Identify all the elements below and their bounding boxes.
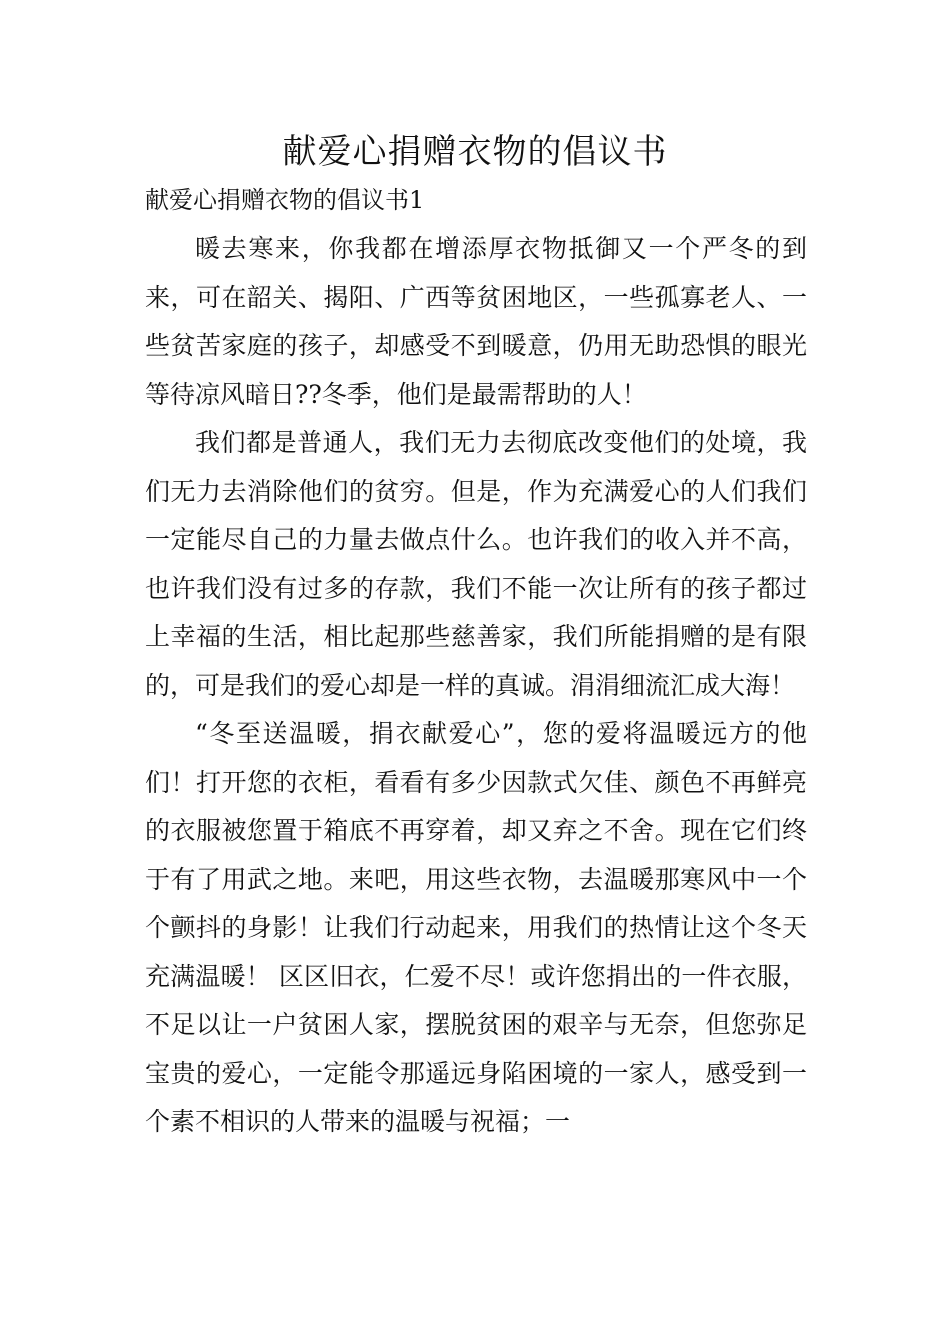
document-subtitle: 献爱心捐赠衣物的倡议书1 [145, 186, 425, 214]
document-title: 献爱心捐赠衣物的倡议书 [282, 132, 668, 172]
paragraph-2: 我们都是普通人，我们无力去彻底改变他们的处境，我们无力去消除他们的贫穷。但是，作为充满爱心的人们我们一定能尽自己的力量去做点什么。也许我们的收入并不高，也许我们没有过多的存款，我们不能一次让所有的孩子都过上幸福的生活，相比起那些慈善家，我们所能捐赠的是有限的，可是我们的爱心却是一样的真诚。涓涓细流汇成大海！ [145, 428, 807, 700]
document-body [145, 225, 807, 1147]
paragraph-1: 暖去寒来，你我都在增添厚衣物抵御又一个严冬的到来，可在韶关、揭阳、广西等贫困地区，一些孤寡老人、一些贫苦家庭的孩子，却感受不到暖意，仍用无助恐惧的眼光等待凉风暗日??冬季，他们是最需帮助的人！ [145, 234, 807, 409]
paragraph-3: “冬至送温暖，捐衣献爱心”，您的爱将温暖远方的他们！打开您的衣柜，看看有多少因款式欠佳、颜色不再鲜亮的衣服被您置于箱底不再穿着，却又弃之不舍。现在它们终于有了用武之地。来吧，用这些衣物，去温暖那寒风中一个个颤抖的身影！让我们行动起来，用我们的热情让这个冬天充满温暖！ 区区旧衣，仁爱不尽！或许您捐出的一件衣服，不足以让一户贫困人家，摆脱贫困的艰辛与无奈，但您弥足宝贵的爱心，一定能令那遥远身陷困境的一家人，感受到一个素不相识的人带来的温暖与祝福；一 [145, 719, 807, 1136]
